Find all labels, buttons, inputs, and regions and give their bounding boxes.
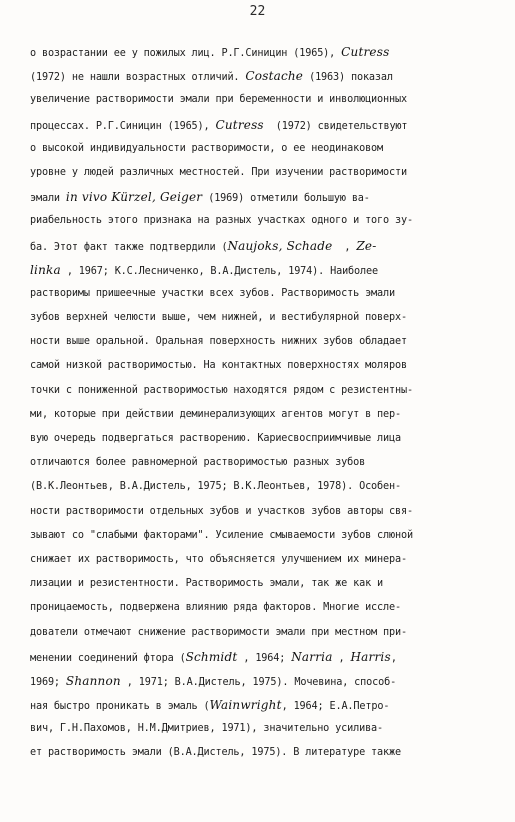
typed-text: (1972) не нашли возрастных отличий. <box>30 72 246 84</box>
typed-text: ми, которые при действии деминерализующих агентов могут в пер- <box>30 408 401 420</box>
text-line <box>30 693 500 717</box>
handwritten-insert: Cutress <box>215 117 264 132</box>
text-line <box>30 161 500 185</box>
text-line <box>30 427 500 451</box>
typed-text: ба. Этот факт также подтвердили ( <box>30 241 228 253</box>
typed-text: ная быстро проникать в эмаль ( <box>30 701 210 713</box>
typed-text: вую очередь подвергаться растворению. Кариесвосприимчивые лица <box>30 433 401 444</box>
text-line <box>30 451 500 475</box>
handwritten-insert: linka <box>30 262 61 277</box>
text-line <box>30 185 500 209</box>
text-line <box>30 258 500 282</box>
typed-text: о возрастании ее у пожилых лиц. Р.Г.Синицин (1965), <box>30 48 342 59</box>
typed-text: увеличение растворимости эмали при беременности и инволюционных <box>30 94 407 106</box>
text-line <box>30 354 500 378</box>
text-line <box>30 572 500 596</box>
typed-text: зубов верхней челюсти выше, чем нижней, и вестибулярной поверх- <box>30 312 407 324</box>
typed-text: , 1964; Е.А.Петро- <box>281 701 390 713</box>
page-number: 22 <box>249 4 266 19</box>
typed-text: , <box>332 652 351 664</box>
typed-text: уровне у людей различных местностей. При изучении растворимости <box>30 166 407 178</box>
typed-text: , 1967; К.С.Лесниченко, В.А.Дистель, 1974). Наиболее <box>60 265 378 277</box>
handwritten-insert: Schmidt <box>185 649 238 664</box>
text-line <box>30 403 500 427</box>
text-line <box>30 548 500 572</box>
text-line <box>30 475 500 499</box>
typed-text: проницаемость, подвержена влиянию ряда факторов. Многие иссле- <box>30 602 401 614</box>
text-line <box>30 306 500 330</box>
text-line <box>30 500 500 524</box>
handwritten-insert: in vivo Kürzel, Geiger <box>65 190 203 205</box>
typed-text: (1963) показал <box>303 72 393 84</box>
typed-text: самой низкой растворимостью. На контактных поверхностях моляров <box>30 360 407 372</box>
body-text <box>30 40 500 766</box>
handwritten-insert: Wainwright <box>209 698 282 713</box>
typed-text: (1972) свидетельствуют <box>263 120 408 132</box>
typed-text: растворимы пришеечные участки всех зубов. Растворимость эмали <box>30 287 395 299</box>
text-line <box>30 64 500 88</box>
typed-text: отличаются более равномерной растворимостью разных зубов <box>30 457 366 469</box>
text-line <box>30 379 500 403</box>
handwritten-insert: Shannon <box>65 673 121 688</box>
text-line <box>30 596 500 620</box>
typed-text: лизации и резистентности. Растворимость эмали, так же как и <box>30 578 384 590</box>
text-line <box>30 330 500 354</box>
typed-text: (1969) отметили большую ва- <box>202 193 370 205</box>
text-line <box>30 282 500 306</box>
text-line <box>30 717 500 741</box>
typed-text: эмали <box>30 193 66 205</box>
typed-text: ет растворимость эмали (В.А.Дистель, 1975). В литературе также <box>30 747 401 759</box>
typed-text: снижает их растворимость, что объясняется улучшением их минера- <box>30 553 407 565</box>
text-line <box>30 209 500 233</box>
typed-text: (В.К.Леонтьев, В.А.Дистель, 1975; В.К.Леонтьев, 1978). Особен- <box>30 481 401 493</box>
typed-text: , 1971; В.А.Дистель, 1975). Мочевина, способ- <box>120 676 397 688</box>
typed-text: вич, Г.Н.Пахомов, Н.М.Дмитриев, 1971), значительно усилива- <box>30 723 384 735</box>
text-line <box>30 621 500 645</box>
text-line <box>30 113 500 137</box>
text-line <box>30 524 500 548</box>
text-line <box>30 234 500 258</box>
text-line <box>30 741 500 765</box>
typed-text: о высокой индивидуальности растворимости, о ее неодинаковом <box>30 142 384 154</box>
typed-text: процессах. Р.Г.Синицин (1965), <box>30 120 216 132</box>
typed-text: дователи отмечают снижение растворимости эмали при местном при- <box>30 626 407 638</box>
text-line <box>30 645 500 669</box>
text-line <box>30 88 500 112</box>
typed-text: риабельность этого признака на разных участках одного и того зу- <box>30 215 413 227</box>
handwritten-insert: Cutress <box>341 45 390 59</box>
typed-text: ности выше оральной. Оральная поверхность нижних зубов обладает <box>30 336 407 348</box>
typed-text: ности растворимости отдельных зубов и участков зубов авторы свя- <box>30 505 413 517</box>
handwritten-insert: Costache <box>245 69 304 84</box>
typed-text: менении соединений фтора ( <box>30 652 186 664</box>
text-line <box>30 40 500 64</box>
typed-text: точки с пониженной растворимостью находятся рядом с резистентны- <box>30 384 413 396</box>
handwritten-insert: Harris <box>350 649 391 664</box>
typed-text: , 1964; <box>237 652 292 664</box>
typed-text: , <box>390 652 397 664</box>
handwritten-insert: Naujoks, Schade <box>227 238 333 253</box>
typed-text: 1969; <box>30 676 66 688</box>
typed-text: зывают со "слабыми факторами". Усиление смываемости зубов слюной <box>30 529 413 541</box>
text-line <box>30 137 500 161</box>
typed-text: , <box>332 241 357 253</box>
handwritten-insert: Ze- <box>356 238 377 253</box>
handwritten-insert: Narria <box>291 649 333 664</box>
text-line <box>30 669 500 693</box>
